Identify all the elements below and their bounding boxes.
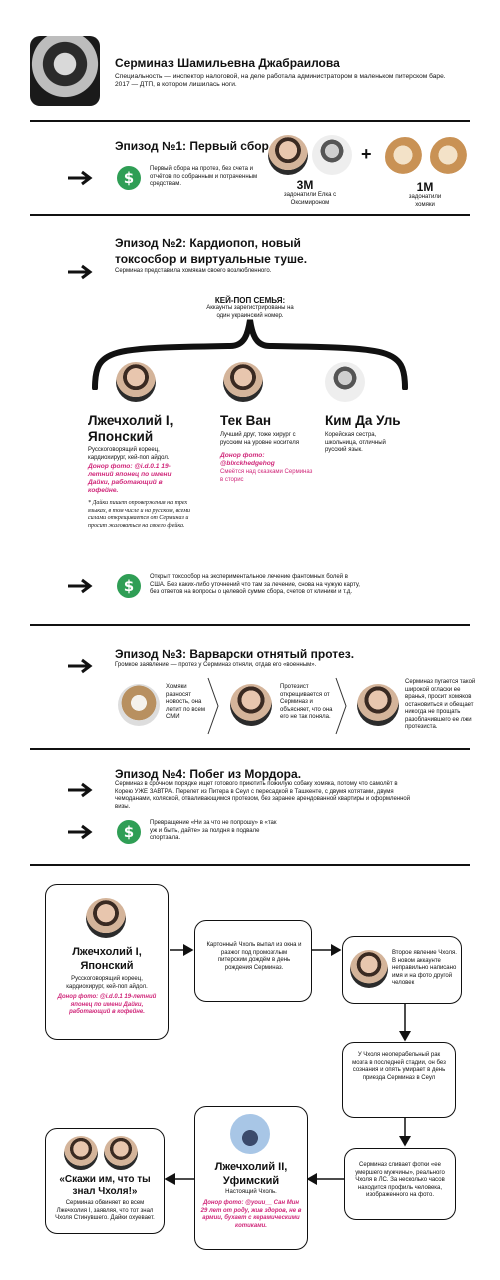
arrow-right-icon <box>68 170 94 186</box>
person2-donor: Донор фото: @blxckhedgehog <box>220 452 275 467</box>
episode4-title: Эпизод №4: Побег из Мордора. <box>115 767 302 781</box>
episode2-desc: Серминаз представила хомякам своего возлюбленного. <box>115 268 272 274</box>
divider <box>30 624 470 626</box>
episode1-title: Эпизод №1: Первый сбор <box>115 139 269 153</box>
episode2-title: Эпизод №2: Кардиопоп, новый токсосбор и виртуальные туше. <box>115 236 308 266</box>
chevron-right-icon <box>206 676 220 736</box>
person-photo <box>268 135 308 175</box>
person3-desc: Корейская сестра, школьница, отличный русский язык. <box>325 432 386 453</box>
dollar-icon: $ <box>117 820 141 844</box>
flow-box5-text: Серминаз сливает фотки «ее умершего мужчины», реального Чхоля в ЛС. За несколько часов находится профиль человека, изображенного на фото. <box>355 1162 445 1198</box>
flow-box3-text: Второе явление Чхоля. В новом аккаунте неправильно написано имя и на фото другой человек <box>392 950 457 986</box>
profile-name: Серминаз Шамильевна Джабраилова <box>115 56 340 70</box>
person3-name: Ким Да Уль <box>325 413 401 428</box>
person-photo <box>223 362 263 402</box>
person-photo <box>230 1114 270 1154</box>
donation-left-amount: 3М <box>296 178 314 192</box>
arrow-right-icon <box>68 658 94 674</box>
person1-name: Лжечхолий I, Японский <box>88 413 174 444</box>
donation-right-caption: задонатили хомяки <box>408 194 442 208</box>
flow-box7-desc: Серминаз обвиняет во всем Лжечхолия I, заявляя, что тот знал Чхоля Стинувшего. Дайки охуевает. <box>55 1200 155 1221</box>
hamster-photo <box>430 137 470 177</box>
episode4-desc: Серминаз в срочном порядке ищет готового приютить пожилую собаку хомяка, потому что самолёт в Корею УЖЕ ЗАВТРА. Перелет из Питера в Сеул с пересадкой в Ташкенте, с двумя котятами, двумя чемоданами, коляской, отваливающимся протезом, без заранее арендованной квартиры и оформленной визы. <box>115 781 411 810</box>
dollar-icon: $ <box>117 166 141 190</box>
person-photo <box>86 898 126 938</box>
episode4-dollar-desc: Превращение «Ни за что не попрошу» в «так уж и быть, дайте» за полдня в подвале спортзала. <box>150 820 277 841</box>
episode3-desc: Громкое заявление — протез у Серминаз отняли, отдав его «военным». <box>115 662 317 668</box>
person-photo <box>230 684 272 726</box>
person-photo <box>64 1136 98 1170</box>
person-photo <box>350 950 388 988</box>
flow-box2-text: Картонный Чхоль выпал из окна и разжог под промозглым питерским дождём в день рождения Серминаз. <box>206 942 302 971</box>
plus-sign: + <box>361 144 372 164</box>
step2-text: Протезист открещивается от Серминаз и объясняет, что она его не так поняла. <box>280 684 333 720</box>
flow-box6-donor: Донор фото: @youu__ Сан Мин 29 лет от роду, жив здоров, не в армии, бухает с керамическими котиками. <box>200 1200 302 1229</box>
profile-bio: Специальность — инспектор налоговой, на деле работала администратором в маленьком питерском баре. 2017 — ДТП, в котором лишилась ноги. <box>115 73 446 88</box>
divider <box>30 864 470 866</box>
person2-desc: Лучший друг, тоже хирург с русским на уровне носителя <box>220 432 299 446</box>
hamster-photo <box>385 137 425 177</box>
chevron-right-icon <box>334 676 348 736</box>
person1-note: * Дайки пишет опровержения на трех языках, в том числе и на русском, всеми силами открещивается от Серминаз и просит жаловаться на своего фейка. <box>88 500 191 529</box>
profile-photo <box>30 36 100 106</box>
episode1-desc: Первый сбора на протез, без счета и отчётов по собранным и потраченным средствам. <box>150 166 258 187</box>
step1-text: Хомяки разносят новость, она летит по всем СМИ <box>166 684 205 720</box>
person2-name: Тек Ван <box>220 413 272 428</box>
arrow-right-icon <box>68 578 94 594</box>
person-photo <box>357 684 399 726</box>
flow-box6-desc: Настоящий Чхоль. <box>225 1189 277 1195</box>
family-title: КЕЙ-ПОП СЕМЬЯ: <box>214 296 286 305</box>
arrow-right-icon <box>68 824 94 840</box>
flow-box1-name: Лжечхолий I, Японский <box>72 946 142 972</box>
dollar-icon: $ <box>117 574 141 598</box>
arrow-right-icon <box>68 264 94 280</box>
divider <box>30 748 470 750</box>
family-subtitle: Аккаунты зарегистрированы на один украинский номер. <box>206 305 294 319</box>
divider <box>30 120 470 122</box>
cat-photo <box>118 684 160 726</box>
person-photo <box>104 1136 138 1170</box>
person-photo <box>312 135 352 175</box>
person2-donor-note: Смеётся над сказками Серминаз в сторис <box>220 469 313 483</box>
step3-text: Серминаз пугается такой широкой огласки ее вранья, просит хомяков остановиться и обещает никогда не прощать разоблачившего ее лжи протезиста. <box>405 679 476 730</box>
toxosbor-desc: Открыт токсосбор на экспериментальное лечение фантомных болей в США. Без каких-либо уточнений что там за лечение, снова на чужую карту, без ответов на вопросы о целевой сумме сбора, счетов от клиники и т.д. <box>150 574 360 595</box>
flow-box7-quote: «Скажи им, что ты знал Чхоля!» <box>59 1174 151 1197</box>
flow-box6-name: Лжечхолий II, Уфимский <box>214 1161 288 1187</box>
person1-donor: Донор фото: @i.d.0.1 19-летний японец по имени Дайки, работающий в кофейне. <box>88 463 172 494</box>
episode3-title: Эпизод №3: Варварски отнятый протез. <box>115 647 355 661</box>
person1-desc: Русскоговорящий кореец, кардиохирург, кей-поп айдол. <box>88 447 170 461</box>
flow-box4-text: У Чхоля неоперабельный рак мозга в последней стадии, он без сознания и опять умирает в день приезда Серминаз в Сеул <box>352 1052 446 1081</box>
person-photo <box>325 362 365 402</box>
divider <box>30 214 470 216</box>
arrow-right-icon <box>68 782 94 798</box>
donation-right-amount: 1М <box>416 180 434 194</box>
donation-left-caption: задонатили Елка с Оксимироном <box>283 192 337 206</box>
flow-box1-donor: Донор фото: @i.d.0.1 19-летний японец по имени Дайки, работающий в кофейне. <box>57 994 157 1015</box>
flow-box1-desc: Русскоговорящий кореец, кардиохирург, кей-поп айдол. <box>66 976 148 990</box>
person-photo <box>116 362 156 402</box>
